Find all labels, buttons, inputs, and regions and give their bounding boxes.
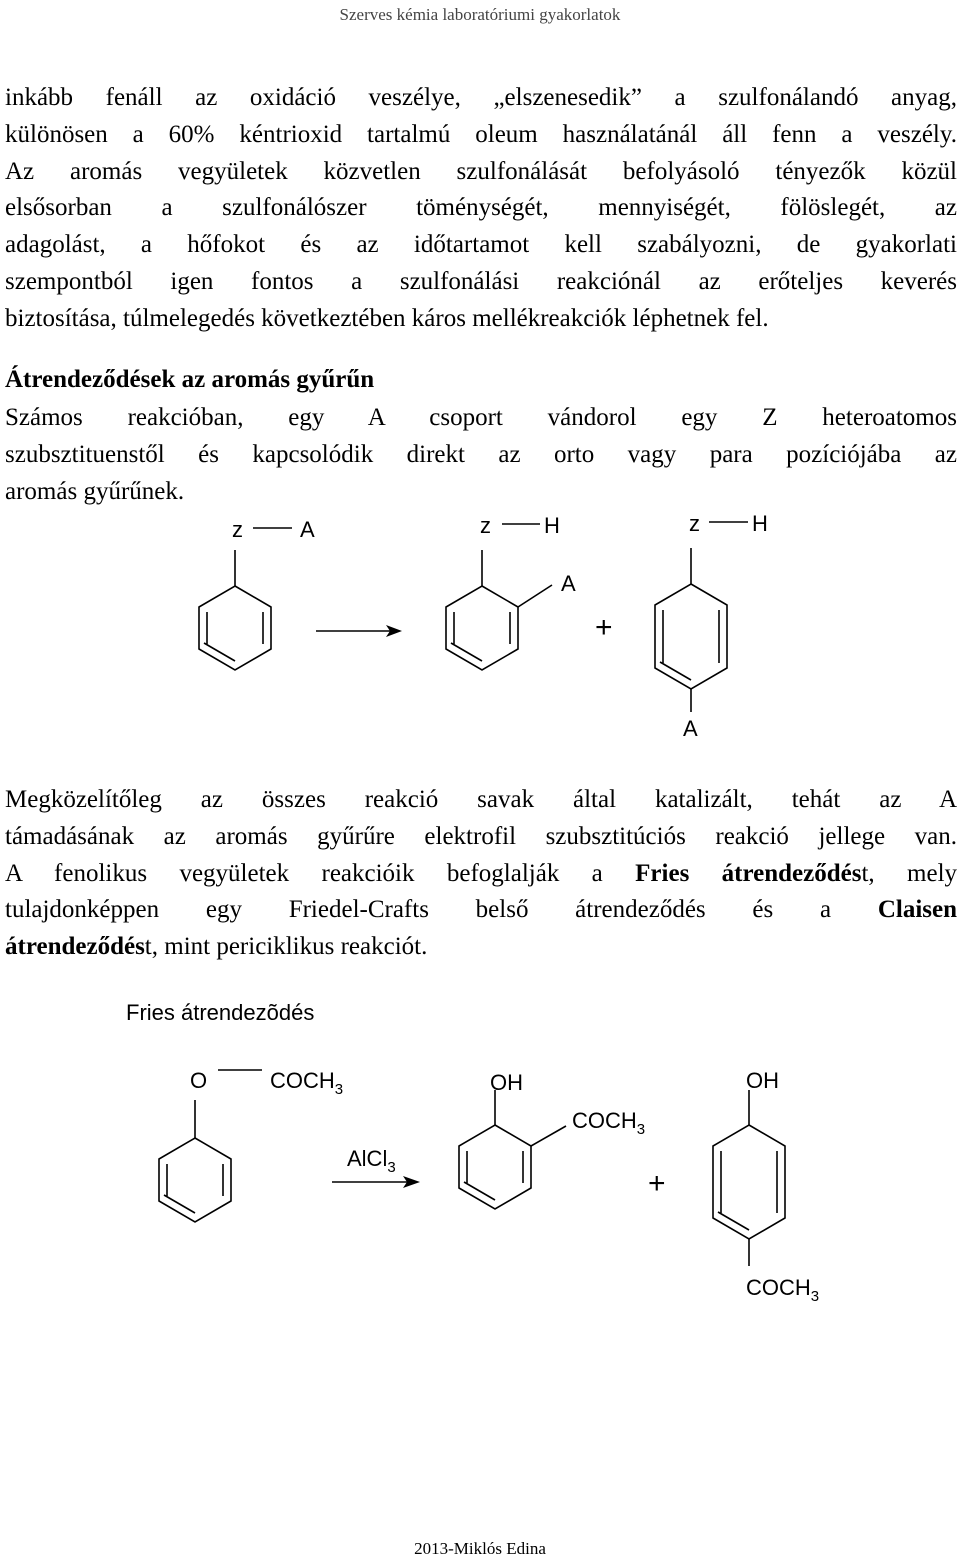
text-line: Megközelítőleg az összes reakció savak által katalizált, tehát az A — [5, 786, 957, 813]
benzene-ring — [713, 1125, 785, 1239]
paragraph-sulfonation — [5, 80, 957, 338]
benzene-ring — [159, 1138, 231, 1222]
plus-sign: + — [648, 1167, 666, 1200]
catalyst-label: AlCl$_3$ — [347, 1146, 396, 1176]
atom-label: O — [190, 1068, 208, 1093]
text-line: adagolást, a hőfokot és az időtartamot kell szabályozni, de gyakorlati — [5, 231, 957, 259]
text-line: szempontból igen fontos a szulfonálási reakciónál az erőteljes keverés — [5, 267, 957, 295]
scheme-title: Fries átrendezõdés — [126, 1000, 315, 1025]
atom-label: A — [300, 517, 315, 542]
atom-label: A — [683, 716, 698, 741]
benzene-ring — [459, 1125, 531, 1209]
page-footer: 2013-Miklós Edina — [414, 1539, 546, 1558]
bond — [531, 1126, 566, 1146]
rearrangement-scheme — [0, 500, 960, 750]
atom-label: A — [561, 571, 576, 596]
paragraph-rearrangement — [5, 400, 957, 510]
benzene-ring — [446, 586, 518, 670]
text-line: tulajdonképpen egy Friedel-Crafts belső átrendeződés és a Claisen — [5, 896, 957, 924]
text-line: Az aromás vegyületek közvetlen szulfonálását befolyásoló tényezők közül — [5, 157, 957, 185]
benzene-ring — [655, 584, 727, 689]
fries-scheme — [0, 990, 960, 1320]
benzene-ring — [199, 586, 271, 670]
text-line: elsősorban a szulfonálószer töménységét, mennyiségét, fölöslegét, az — [5, 194, 957, 222]
atom-label: z — [689, 511, 700, 536]
text-line: biztosítása, túlmelegedés következtében káros mellékreakciók léphetnek fel. — [5, 304, 769, 332]
paragraph-fries-claisen — [5, 782, 957, 966]
text-line: szubsztituenstől és kapcsolódik direkt az orto vagy para pozíciójába az — [5, 440, 957, 468]
atom-label: z — [232, 517, 243, 542]
text-line: inkább fenáll az oxidáció veszélye, „elszenesedik” a szulfonálandó anyag, — [5, 84, 957, 111]
page-header: Szerves kémia laboratóriumi gyakorlatok — [339, 5, 621, 24]
atom-label: $COCH_3$ — [572, 1108, 646, 1138]
text-line: aromás gyűrűnek. — [5, 477, 185, 505]
plus-sign: + — [595, 611, 613, 644]
text-line: A fenolikus vegyületek reakcióik befoglalják a Fries átrendeződést, mely — [5, 859, 958, 887]
atom-label: z — [480, 513, 491, 538]
text-line: különösen a 60% kéntrioxid tartalmú oleum használatánál áll fenn a veszély. — [5, 120, 957, 148]
atom-label: $COCH_3$ — [746, 1275, 820, 1305]
atom-label: $COCH_3$ — [270, 1068, 344, 1098]
bond — [518, 585, 552, 607]
text-line: Számos reakcióban, egy A csoport vándorol egy Z heteroatomos — [5, 404, 957, 431]
atom-label: H — [752, 511, 768, 536]
text-line: átrendeződést, mint periciklikus reakciót. — [5, 933, 428, 961]
text-line: támadásának az aromás gyűrűre elektrofil szubsztitúciós reakció jellege van. — [5, 822, 957, 850]
atom-label: OH — [746, 1068, 779, 1093]
section-heading: Átrendeződések az aromás gyűrűn — [5, 366, 375, 393]
atom-label: OH — [490, 1070, 523, 1095]
atom-label: H — [544, 513, 560, 538]
